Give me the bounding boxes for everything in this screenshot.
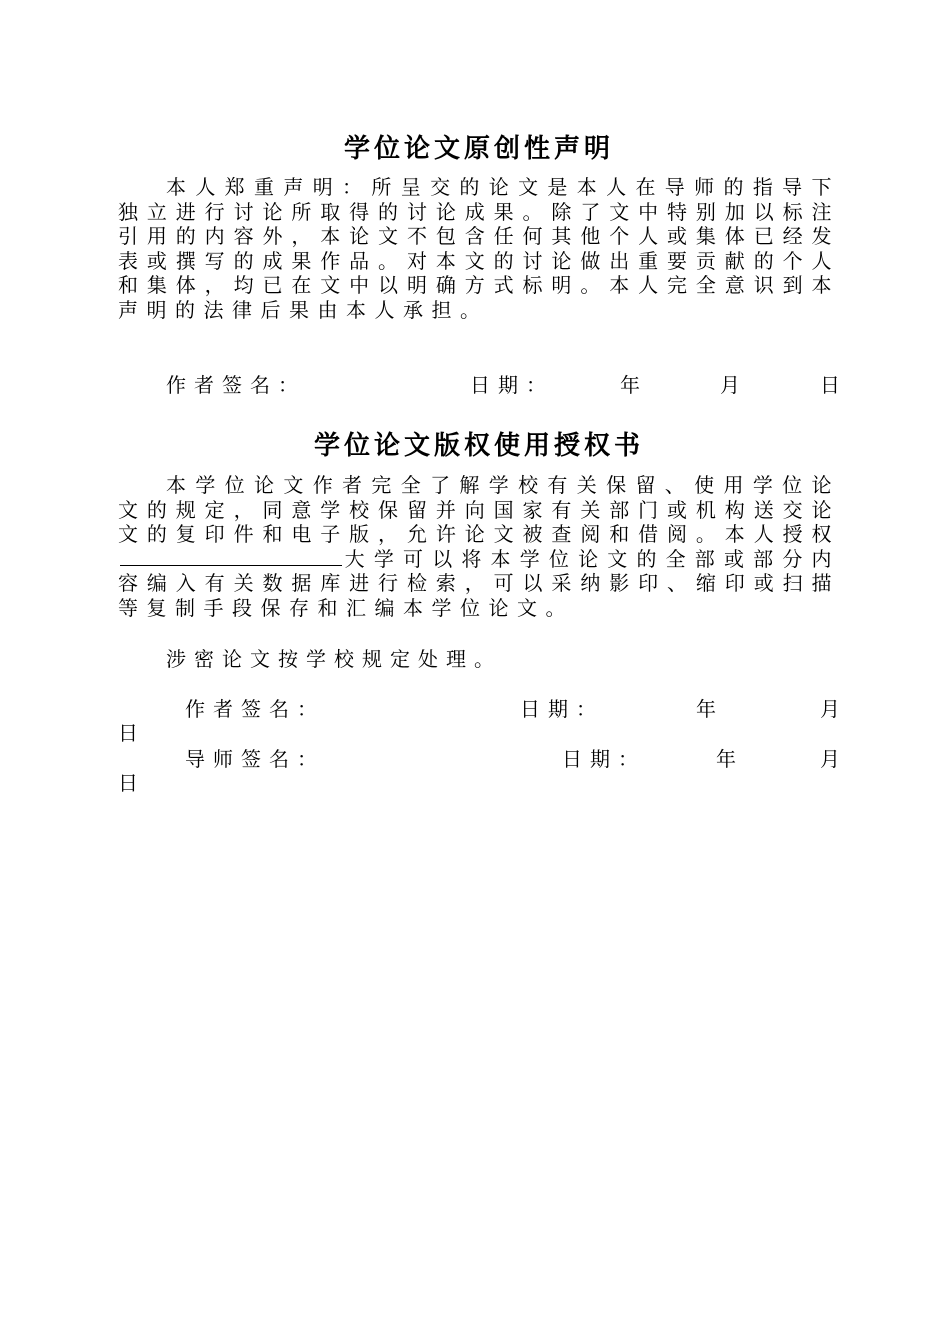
originality-day-label: 日 <box>820 373 848 397</box>
copyright-supervisor-year-label: 年 <box>716 747 744 771</box>
copyright-supervisor-month-label: 月 <box>820 747 848 771</box>
copyright-supervisor-day-label: 日 <box>118 771 146 795</box>
copyright-text-before-blank: 本学位论文作者完全了解学校有关保留、使用学位论文的规定，同意学校保留并向国家有关部门或机构送交论文的复印件和电子版，允许论文被查阅和借阅。本人授权 <box>118 473 840 547</box>
originality-title: 学位论文原创性声明 <box>343 134 614 164</box>
copyright-author-month-label: 月 <box>820 697 848 721</box>
originality-year-label: 年 <box>620 373 648 397</box>
copyright-author-year-label: 年 <box>696 697 724 721</box>
secret-thesis-note: 涉密论文按学校规定处理。 <box>166 647 502 671</box>
originality-author-sign-label: 作者签名： <box>166 373 306 397</box>
originality-month-label: 月 <box>720 373 748 397</box>
copyright-supervisor-date-label: 日期： <box>562 747 646 771</box>
copyright-statement <box>118 473 840 621</box>
copyright-author-day-label: 日 <box>118 721 146 745</box>
originality-date-label: 日期： <box>470 373 554 397</box>
copyright-supervisor-sign-label: 导师签名： <box>185 747 325 771</box>
copyright-title: 学位论文版权使用授权书 <box>313 431 644 461</box>
university-name-blank <box>120 547 342 566</box>
originality-statement: 本人郑重声明：所呈交的论文是本人在导师的指导下独立进行讨论所取得的讨论成果。除了文中特别加以标注引用的内容外，本论文不包含任何其他个人或集体已经发表或撰写的成果作品。对本文的讨论做出重要贡献的个人和集体，均已在文中以明确方式标明。本人完全意识到本声明的法律后果由本人承担。 <box>118 175 840 322</box>
copyright-author-sign-label: 作者签名： <box>185 697 325 721</box>
copyright-author-date-label: 日期： <box>520 697 604 721</box>
copyright-text-after-blank: 大学可以将本学位论文的全部或部分内容编入有关数据库进行检索，可以采纳影印、缩印或扫描等复制手段保存和汇编本学位论文。 <box>118 546 840 620</box>
